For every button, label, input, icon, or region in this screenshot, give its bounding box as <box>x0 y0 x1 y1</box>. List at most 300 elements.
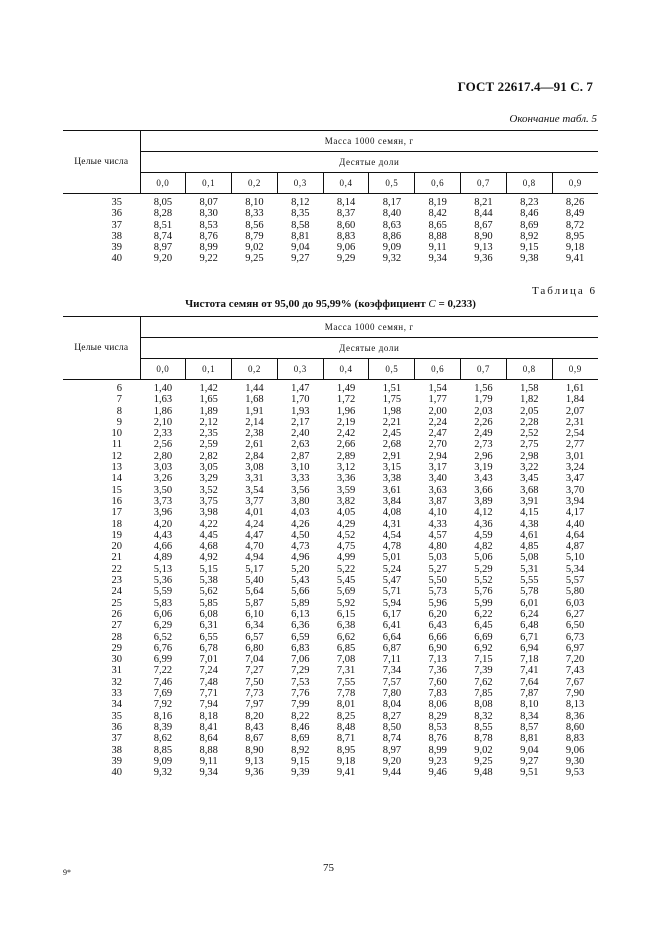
value-cell: 8,12 <box>291 197 310 208</box>
value-cell: 1,93 <box>291 405 310 417</box>
value-cell: 6,27 <box>565 608 585 620</box>
value-cell: 9,11 <box>428 242 447 254</box>
value-cell: 6,71 <box>520 631 539 643</box>
value-cell: 3,22 <box>520 462 539 474</box>
table-row <box>63 507 598 518</box>
value-cell: 3,36 <box>336 473 356 485</box>
value-cell: 8,85 <box>153 744 173 756</box>
integer-cell: 35 <box>111 197 122 208</box>
value-cell: 6,38 <box>336 620 356 632</box>
value-cell: 5,01 <box>382 552 402 564</box>
value-cell: 4,36 <box>474 518 493 530</box>
value-cell: 3,66 <box>474 484 493 496</box>
value-cell: 8,95 <box>336 744 356 756</box>
value-cell: 3,98 <box>199 507 218 519</box>
value-cell: 2,52 <box>520 428 539 440</box>
value-cell: 6,69 <box>474 631 493 643</box>
value-cell: 6,59 <box>291 631 310 643</box>
value-cell: 2,56 <box>153 439 173 451</box>
value-cell: 2,70 <box>428 439 447 451</box>
value-cell: 8,20 <box>245 710 264 722</box>
value-cell: 9,27 <box>291 253 310 265</box>
value-cell: 3,05 <box>199 462 218 474</box>
value-cell: 3,26 <box>153 473 173 485</box>
value-cell: 3,94 <box>565 495 585 507</box>
decimal-column-header: 0,0 <box>140 359 186 380</box>
value-cell: 6,36 <box>291 620 310 632</box>
value-cell: 3,08 <box>245 462 264 474</box>
value-cell: 4,38 <box>520 518 539 530</box>
value-cell: 2,00 <box>428 405 447 417</box>
value-cell: 7,24 <box>199 665 218 677</box>
decimal-column-header: 0,3 <box>277 173 323 194</box>
value-cell: 8,10 <box>520 699 539 711</box>
value-cell: 8,08 <box>474 699 493 711</box>
value-cell: 4,68 <box>199 541 218 553</box>
integer-cell: 36 <box>111 208 122 220</box>
value-cell: 1,70 <box>291 394 310 406</box>
table-row <box>63 417 598 428</box>
value-cell: 8,29 <box>428 710 447 722</box>
value-cell: 8,72 <box>565 219 585 231</box>
value-cell: 8,81 <box>291 230 310 242</box>
value-cell: 2,26 <box>474 416 493 428</box>
value-cell: 5,24 <box>382 563 402 575</box>
value-cell: 8,81 <box>520 733 539 745</box>
table-title-prefix: Чистота семян от 95,00 до 95,99% (коэффициент <box>185 298 429 310</box>
value-cell: 8,48 <box>336 721 356 733</box>
value-cell: 1,84 <box>565 394 585 406</box>
value-cell: 8,92 <box>291 744 310 756</box>
value-cell: 5,38 <box>199 575 218 587</box>
integer-cell: 23 <box>111 575 122 587</box>
value-cell: 9,48 <box>474 767 493 779</box>
value-cell: 2,89 <box>336 450 356 462</box>
value-cell: 9,02 <box>474 744 493 756</box>
value-cell: 4,89 <box>153 552 173 564</box>
value-cell: 9,51 <box>520 767 539 779</box>
value-cell: 7,22 <box>153 665 173 677</box>
value-cell: 5,47 <box>382 575 402 587</box>
table-title-variable: C <box>428 298 436 310</box>
value-cell: 7,76 <box>291 688 310 700</box>
value-cell: 6,87 <box>382 642 402 654</box>
value-cell: 5,99 <box>474 597 493 609</box>
value-cell: 2,73 <box>474 439 493 451</box>
value-cell: 3,24 <box>565 462 585 474</box>
value-cell: 7,41 <box>520 665 539 677</box>
value-cell: 9,53 <box>565 767 585 779</box>
decimal-column-headers <box>63 359 598 380</box>
value-cell: 6,31 <box>199 620 218 632</box>
value-cell: 8,83 <box>565 733 585 745</box>
value-cell: 6,34 <box>245 620 264 632</box>
value-cell: 6,20 <box>428 608 447 620</box>
integer-cell: 22 <box>111 563 122 575</box>
value-cell: 5,27 <box>428 563 447 575</box>
value-cell: 9,23 <box>428 755 447 767</box>
value-cell: 7,57 <box>382 676 402 688</box>
value-cell: 7,43 <box>565 665 585 677</box>
value-cell: 2,10 <box>153 416 173 428</box>
value-cell: 3,31 <box>245 473 264 485</box>
decimal-column-header: 0,8 <box>506 173 552 194</box>
integer-cell: 21 <box>111 552 122 564</box>
value-cell: 7,90 <box>565 688 585 700</box>
value-cell: 5,92 <box>336 597 356 609</box>
integer-cell: 37 <box>111 733 122 745</box>
value-cell: 6,03 <box>565 597 585 609</box>
value-cell: 9,18 <box>565 242 585 254</box>
value-cell: 4,52 <box>336 529 356 541</box>
value-cell: 2,21 <box>382 416 402 428</box>
value-cell: 6,76 <box>153 642 173 654</box>
value-cell: 8,74 <box>153 230 173 242</box>
value-cell: 3,15 <box>382 462 402 474</box>
value-cell: 9,06 <box>565 744 585 756</box>
value-cell: 8,27 <box>382 710 402 722</box>
integer-cell: 12 <box>111 450 122 462</box>
decimal-column-header: 0,4 <box>323 173 369 194</box>
value-cell: 5,59 <box>153 586 173 598</box>
value-cell: 7,62 <box>474 676 493 688</box>
value-cell: 8,21 <box>474 197 493 208</box>
value-cell: 9,46 <box>428 767 447 779</box>
integer-cell: 14 <box>111 473 122 485</box>
value-cell: 3,50 <box>153 484 173 496</box>
value-cell: 2,49 <box>474 428 493 440</box>
value-cell: 6,78 <box>199 642 218 654</box>
value-cell: 7,31 <box>336 665 356 677</box>
value-cell: 8,07 <box>199 197 218 208</box>
integer-cell: 38 <box>111 744 122 756</box>
value-cell: 7,99 <box>291 699 310 711</box>
value-cell: 2,77 <box>565 439 585 451</box>
value-cell: 3,77 <box>245 495 264 507</box>
value-cell: 7,46 <box>153 676 173 688</box>
value-cell: 4,43 <box>153 529 173 541</box>
value-cell: 5,10 <box>565 552 585 564</box>
value-cell: 4,92 <box>199 552 218 564</box>
value-cell: 4,40 <box>565 518 585 530</box>
value-cell: 4,64 <box>565 529 585 541</box>
value-cell: 2,84 <box>245 450 264 462</box>
integer-cell: 28 <box>111 631 122 643</box>
value-cell: 8,36 <box>565 710 585 722</box>
decimal-column-header: 0,6 <box>415 173 461 194</box>
value-cell: 2,68 <box>382 439 402 451</box>
value-cell: 2,47 <box>428 428 447 440</box>
table-row <box>63 733 598 744</box>
table-row <box>63 530 598 541</box>
value-cell: 6,90 <box>428 642 447 654</box>
value-cell: 2,28 <box>520 416 539 428</box>
table-row <box>63 654 598 665</box>
value-cell: 9,09 <box>153 755 173 767</box>
value-cell: 8,39 <box>153 721 173 733</box>
value-cell: 6,97 <box>565 642 585 654</box>
decimal-column-header: 0,9 <box>552 173 598 194</box>
value-cell: 2,05 <box>520 405 539 417</box>
value-cell: 2,24 <box>428 416 447 428</box>
value-cell: 8,97 <box>382 744 402 756</box>
value-cell: 5,89 <box>291 597 310 609</box>
table-row <box>63 406 598 417</box>
value-cell: 4,01 <box>245 507 264 519</box>
integer-cell: 31 <box>111 665 122 677</box>
table-row <box>63 208 598 219</box>
integer-cell: 16 <box>111 495 122 507</box>
value-cell: 7,80 <box>382 688 402 700</box>
value-cell: 5,43 <box>291 575 310 587</box>
table-row <box>63 767 598 778</box>
integer-cell: 27 <box>111 620 122 632</box>
integer-cell: 10 <box>111 428 122 440</box>
value-cell: 2,54 <box>565 428 585 440</box>
value-cell: 2,31 <box>565 416 585 428</box>
value-cell: 5,13 <box>153 563 173 575</box>
value-cell: 6,17 <box>382 608 402 620</box>
value-cell: 5,31 <box>520 563 539 575</box>
value-cell: 7,69 <box>153 688 173 700</box>
value-cell: 8,01 <box>336 699 356 711</box>
value-cell: 1,42 <box>199 383 218 394</box>
value-cell: 5,17 <box>245 563 264 575</box>
table-row <box>63 575 598 586</box>
decimal-column-header: 0,5 <box>369 173 415 194</box>
value-cell: 8,16 <box>153 710 173 722</box>
value-cell: 7,08 <box>336 654 356 666</box>
value-cell: 8,44 <box>474 208 493 220</box>
value-cell: 5,62 <box>199 586 218 598</box>
value-cell: 5,50 <box>428 575 447 587</box>
value-cell: 7,36 <box>428 665 447 677</box>
value-cell: 8,28 <box>153 208 173 220</box>
value-cell: 1,82 <box>520 394 539 406</box>
table-row <box>63 194 598 209</box>
integer-cell: 40 <box>111 767 122 779</box>
value-cell: 2,91 <box>382 450 402 462</box>
value-cell: 8,92 <box>520 230 539 242</box>
integer-cell: 32 <box>111 676 122 688</box>
value-cell: 3,45 <box>520 473 539 485</box>
value-cell: 5,78 <box>520 586 539 598</box>
value-cell: 4,99 <box>336 552 356 564</box>
value-cell: 7,55 <box>336 676 356 688</box>
value-cell: 1,47 <box>291 383 310 394</box>
value-cell: 3,47 <box>565 473 585 485</box>
value-cell: 4,20 <box>153 518 173 530</box>
integer-column-header: Целые числа <box>63 317 140 380</box>
integer-cell: 18 <box>111 518 122 530</box>
value-cell: 4,12 <box>474 507 493 519</box>
value-cell: 4,70 <box>245 541 264 553</box>
value-cell: 5,76 <box>474 586 493 598</box>
value-cell: 2,40 <box>291 428 310 440</box>
value-cell: 2,61 <box>245 439 264 451</box>
value-cell: 9,06 <box>336 242 356 254</box>
value-cell: 4,54 <box>382 529 402 541</box>
value-cell: 9,15 <box>520 242 539 254</box>
value-cell: 5,22 <box>336 563 356 575</box>
value-cell: 5,40 <box>245 575 264 587</box>
decimal-column-header: 0,6 <box>415 359 461 380</box>
table-row <box>63 220 598 231</box>
value-cell: 5,64 <box>245 586 264 598</box>
table-row <box>63 609 598 620</box>
value-cell: 9,32 <box>382 253 402 265</box>
value-cell: 9,22 <box>199 253 218 265</box>
value-cell: 1,56 <box>474 383 493 394</box>
value-cell: 8,17 <box>382 197 402 208</box>
value-cell: 6,73 <box>565 631 585 643</box>
value-cell: 8,37 <box>336 208 356 220</box>
value-cell: 8,63 <box>382 219 402 231</box>
value-cell: 8,42 <box>428 208 447 220</box>
value-cell: 2,42 <box>336 428 356 440</box>
value-cell: 8,67 <box>474 219 493 231</box>
value-cell: 1,79 <box>474 394 493 406</box>
decimal-column-headers <box>63 173 598 194</box>
value-cell: 7,34 <box>382 665 402 677</box>
value-cell: 9,34 <box>428 253 447 265</box>
value-cell: 2,80 <box>153 450 173 462</box>
value-cell: 9,13 <box>245 755 264 767</box>
integer-cell: 9 <box>116 416 122 428</box>
value-cell: 1,75 <box>382 394 402 406</box>
table-title-suffix: = 0,233) <box>435 298 476 310</box>
table-row <box>63 380 598 395</box>
value-cell: 8,69 <box>291 733 310 745</box>
table-row <box>63 665 598 676</box>
value-cell: 8,57 <box>520 721 539 733</box>
value-cell: 8,51 <box>153 219 173 231</box>
value-cell: 8,30 <box>199 208 218 220</box>
value-cell: 3,01 <box>565 450 585 462</box>
value-cell: 3,29 <box>199 473 218 485</box>
value-cell: 9,34 <box>199 767 218 779</box>
value-cell: 6,08 <box>199 608 218 620</box>
value-cell: 5,06 <box>474 552 493 564</box>
value-cell: 1,72 <box>336 394 356 406</box>
value-cell: 5,34 <box>565 563 585 575</box>
value-cell: 7,87 <box>520 688 539 700</box>
value-cell: 8,90 <box>245 744 264 756</box>
value-cell: 8,76 <box>428 733 447 745</box>
decimal-column-header: 0,1 <box>186 359 232 380</box>
value-cell: 2,66 <box>336 439 356 451</box>
value-cell: 1,40 <box>153 383 173 394</box>
value-cell: 7,29 <box>291 665 310 677</box>
value-cell: 4,57 <box>428 529 447 541</box>
value-cell: 6,24 <box>520 608 539 620</box>
value-cell: 8,22 <box>291 710 310 722</box>
value-cell: 6,45 <box>474 620 493 632</box>
value-cell: 6,01 <box>520 597 539 609</box>
value-cell: 6,48 <box>520 620 539 632</box>
value-cell: 2,75 <box>520 439 539 451</box>
table-row <box>63 485 598 496</box>
table-row <box>63 552 598 563</box>
value-cell: 8,69 <box>520 219 539 231</box>
value-cell: 9,25 <box>474 755 493 767</box>
value-cell: 3,43 <box>474 473 493 485</box>
value-cell: 8,34 <box>520 710 539 722</box>
value-cell: 8,41 <box>199 721 218 733</box>
value-cell: 6,94 <box>520 642 539 654</box>
value-cell: 9,15 <box>291 755 310 767</box>
value-cell: 7,50 <box>245 676 264 688</box>
value-cell: 6,66 <box>428 631 447 643</box>
value-cell: 4,94 <box>245 552 264 564</box>
value-cell: 7,04 <box>245 654 264 666</box>
value-cell: 4,08 <box>382 507 402 519</box>
table-row <box>63 473 598 484</box>
table-row <box>63 677 598 688</box>
value-cell: 4,96 <box>291 552 310 564</box>
value-cell: 4,03 <box>291 507 310 519</box>
value-cell: 5,73 <box>428 586 447 598</box>
value-cell: 9,18 <box>336 755 356 767</box>
table-row <box>63 632 598 643</box>
value-cell: 8,46 <box>291 721 310 733</box>
value-cell: 1,63 <box>153 394 173 406</box>
decimal-column-header: 0,2 <box>232 173 278 194</box>
value-cell: 8,14 <box>336 197 356 208</box>
table-row <box>63 756 598 767</box>
value-cell: 7,39 <box>474 665 493 677</box>
value-cell: 1,86 <box>153 405 173 417</box>
value-cell: 9,09 <box>382 242 402 254</box>
decimal-column-header: 0,5 <box>369 359 415 380</box>
value-cell: 1,98 <box>382 405 402 417</box>
value-cell: 8,05 <box>153 197 173 208</box>
value-cell: 8,10 <box>245 197 264 208</box>
value-cell: 3,19 <box>474 462 493 474</box>
integer-cell: 39 <box>111 755 122 767</box>
integer-cell: 6 <box>116 383 122 394</box>
table-row <box>63 519 598 530</box>
value-cell: 4,17 <box>565 507 585 519</box>
value-cell: 9,11 <box>199 755 218 767</box>
table-row <box>63 643 598 654</box>
value-cell: 4,31 <box>382 518 402 530</box>
value-cell: 6,50 <box>565 620 585 632</box>
value-cell: 2,17 <box>291 416 310 428</box>
integer-cell: 26 <box>111 608 122 620</box>
value-cell: 2,35 <box>199 428 218 440</box>
value-cell: 3,59 <box>336 484 356 496</box>
value-cell: 2,14 <box>245 416 264 428</box>
table-row <box>63 253 598 264</box>
value-cell: 1,61 <box>565 383 585 394</box>
table-row <box>63 496 598 507</box>
value-cell: 2,63 <box>291 439 310 451</box>
decimal-header: Десятые доли <box>140 152 598 173</box>
value-cell: 9,04 <box>520 744 539 756</box>
value-cell: 4,29 <box>336 518 356 530</box>
value-cell: 4,78 <box>382 541 402 553</box>
value-cell: 6,64 <box>382 631 402 643</box>
value-cell: 8,62 <box>153 733 173 745</box>
value-cell: 1,49 <box>336 383 356 394</box>
value-cell: 9,25 <box>245 253 264 265</box>
value-cell: 5,83 <box>153 597 173 609</box>
value-cell: 5,87 <box>245 597 264 609</box>
value-cell: 8,60 <box>336 219 356 231</box>
value-cell: 1,68 <box>245 394 264 406</box>
value-cell: 9,30 <box>565 755 585 767</box>
